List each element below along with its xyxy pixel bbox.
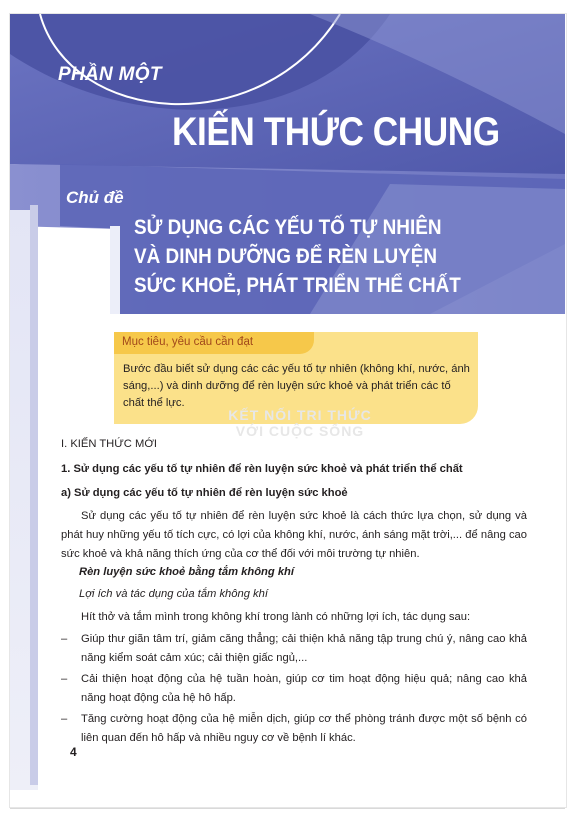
watermark-line: KẾT NỐI TRI THỨC	[228, 407, 372, 423]
list-item	[61, 710, 527, 748]
topic-label: Chủ đề	[66, 188, 124, 207]
paragraph: Sử dụng các yếu tố tự nhiên để rèn luyện sức khoẻ là cách thức lựa chọn, sử dụng và phát huy những yếu tố tích cực, có lợi của không khí, nước, ánh sáng mặt trời,... để nâng cao sức khoẻ và khả năng thích ứng của cơ thể đối với môi trường tự nhiên.	[61, 510, 527, 560]
topic-title-line: VÀ DINH DƯỠNG ĐỂ RÈN LUYỆN	[134, 244, 438, 268]
section-heading: a) Sử dụng các yếu tố tự nhiên để rèn luyện sức khoẻ	[61, 487, 348, 499]
part-label: PHẦN MỘT	[58, 64, 162, 85]
bullet-dash: –	[61, 633, 68, 645]
sub-heading: Rèn luyện sức khoẻ bằng tắm không khí	[79, 566, 294, 578]
watermark-line: VỚI CUỘC SỐNG	[235, 423, 365, 439]
topic-title-line: SỬ DỤNG CÁC YẾU TỐ TỰ NHIÊN	[134, 215, 442, 239]
list-item-text: Giúp thư giãn tâm trí, giảm căng thẳng; cải thiện khả năng tập trung chú ý, nâng cao khả năng kiểm soát cảm xúc; cải thiện giấc ngủ,...	[81, 633, 527, 664]
page-number: 4	[70, 745, 77, 759]
part-title: KIẾN THỨC CHUNG	[172, 110, 500, 154]
list-item-text: Tăng cường hoạt động của hệ miễn dịch, giúp cơ thể phòng tránh được một số bệnh có liên quan đến hô hấp và nhiều nguy cơ về bệnh lí khác.	[81, 713, 527, 744]
paragraph: Hít thở và tắm mình trong không khí trong lành có những lợi ích, tác dụng sau:	[81, 611, 471, 623]
side-bar	[30, 205, 38, 785]
objectives-text: Bước đầu biết sử dụng các các yếu tố tự nhiên (không khí, nước, ánh sáng,...) và dinh dưỡng để rèn luyện sức khoẻ và phát triển các tố chất thể lực.	[123, 363, 470, 409]
footer-divider	[10, 808, 565, 809]
sub-sub-heading: Lợi ích và tác dụng của tắm không khí	[79, 588, 268, 600]
bullet-dash: –	[61, 673, 68, 685]
section-heading: I. KIẾN THỨC MỚI	[61, 438, 158, 450]
objectives-heading: Mục tiêu, yêu cầu cần đạt	[122, 336, 254, 348]
list-item	[61, 630, 527, 668]
list-item-text: Cải thiện hoạt động của hệ tuần hoàn, giúp cơ tim hoạt động hiệu quả; nâng cao khả năng hoạt động của hệ hô hấp.	[81, 673, 527, 704]
watermark	[225, 407, 375, 439]
topic-title	[134, 213, 461, 300]
list-item	[61, 670, 527, 708]
section-heading: 1. Sử dụng các yếu tố tự nhiên để rèn luyện sức khoẻ và phát triển thể chất	[61, 463, 463, 475]
bullet-dash: –	[61, 713, 68, 725]
topic-title-line: SỨC KHOẺ, PHÁT TRIỂN THỂ CHẤT	[134, 273, 461, 297]
